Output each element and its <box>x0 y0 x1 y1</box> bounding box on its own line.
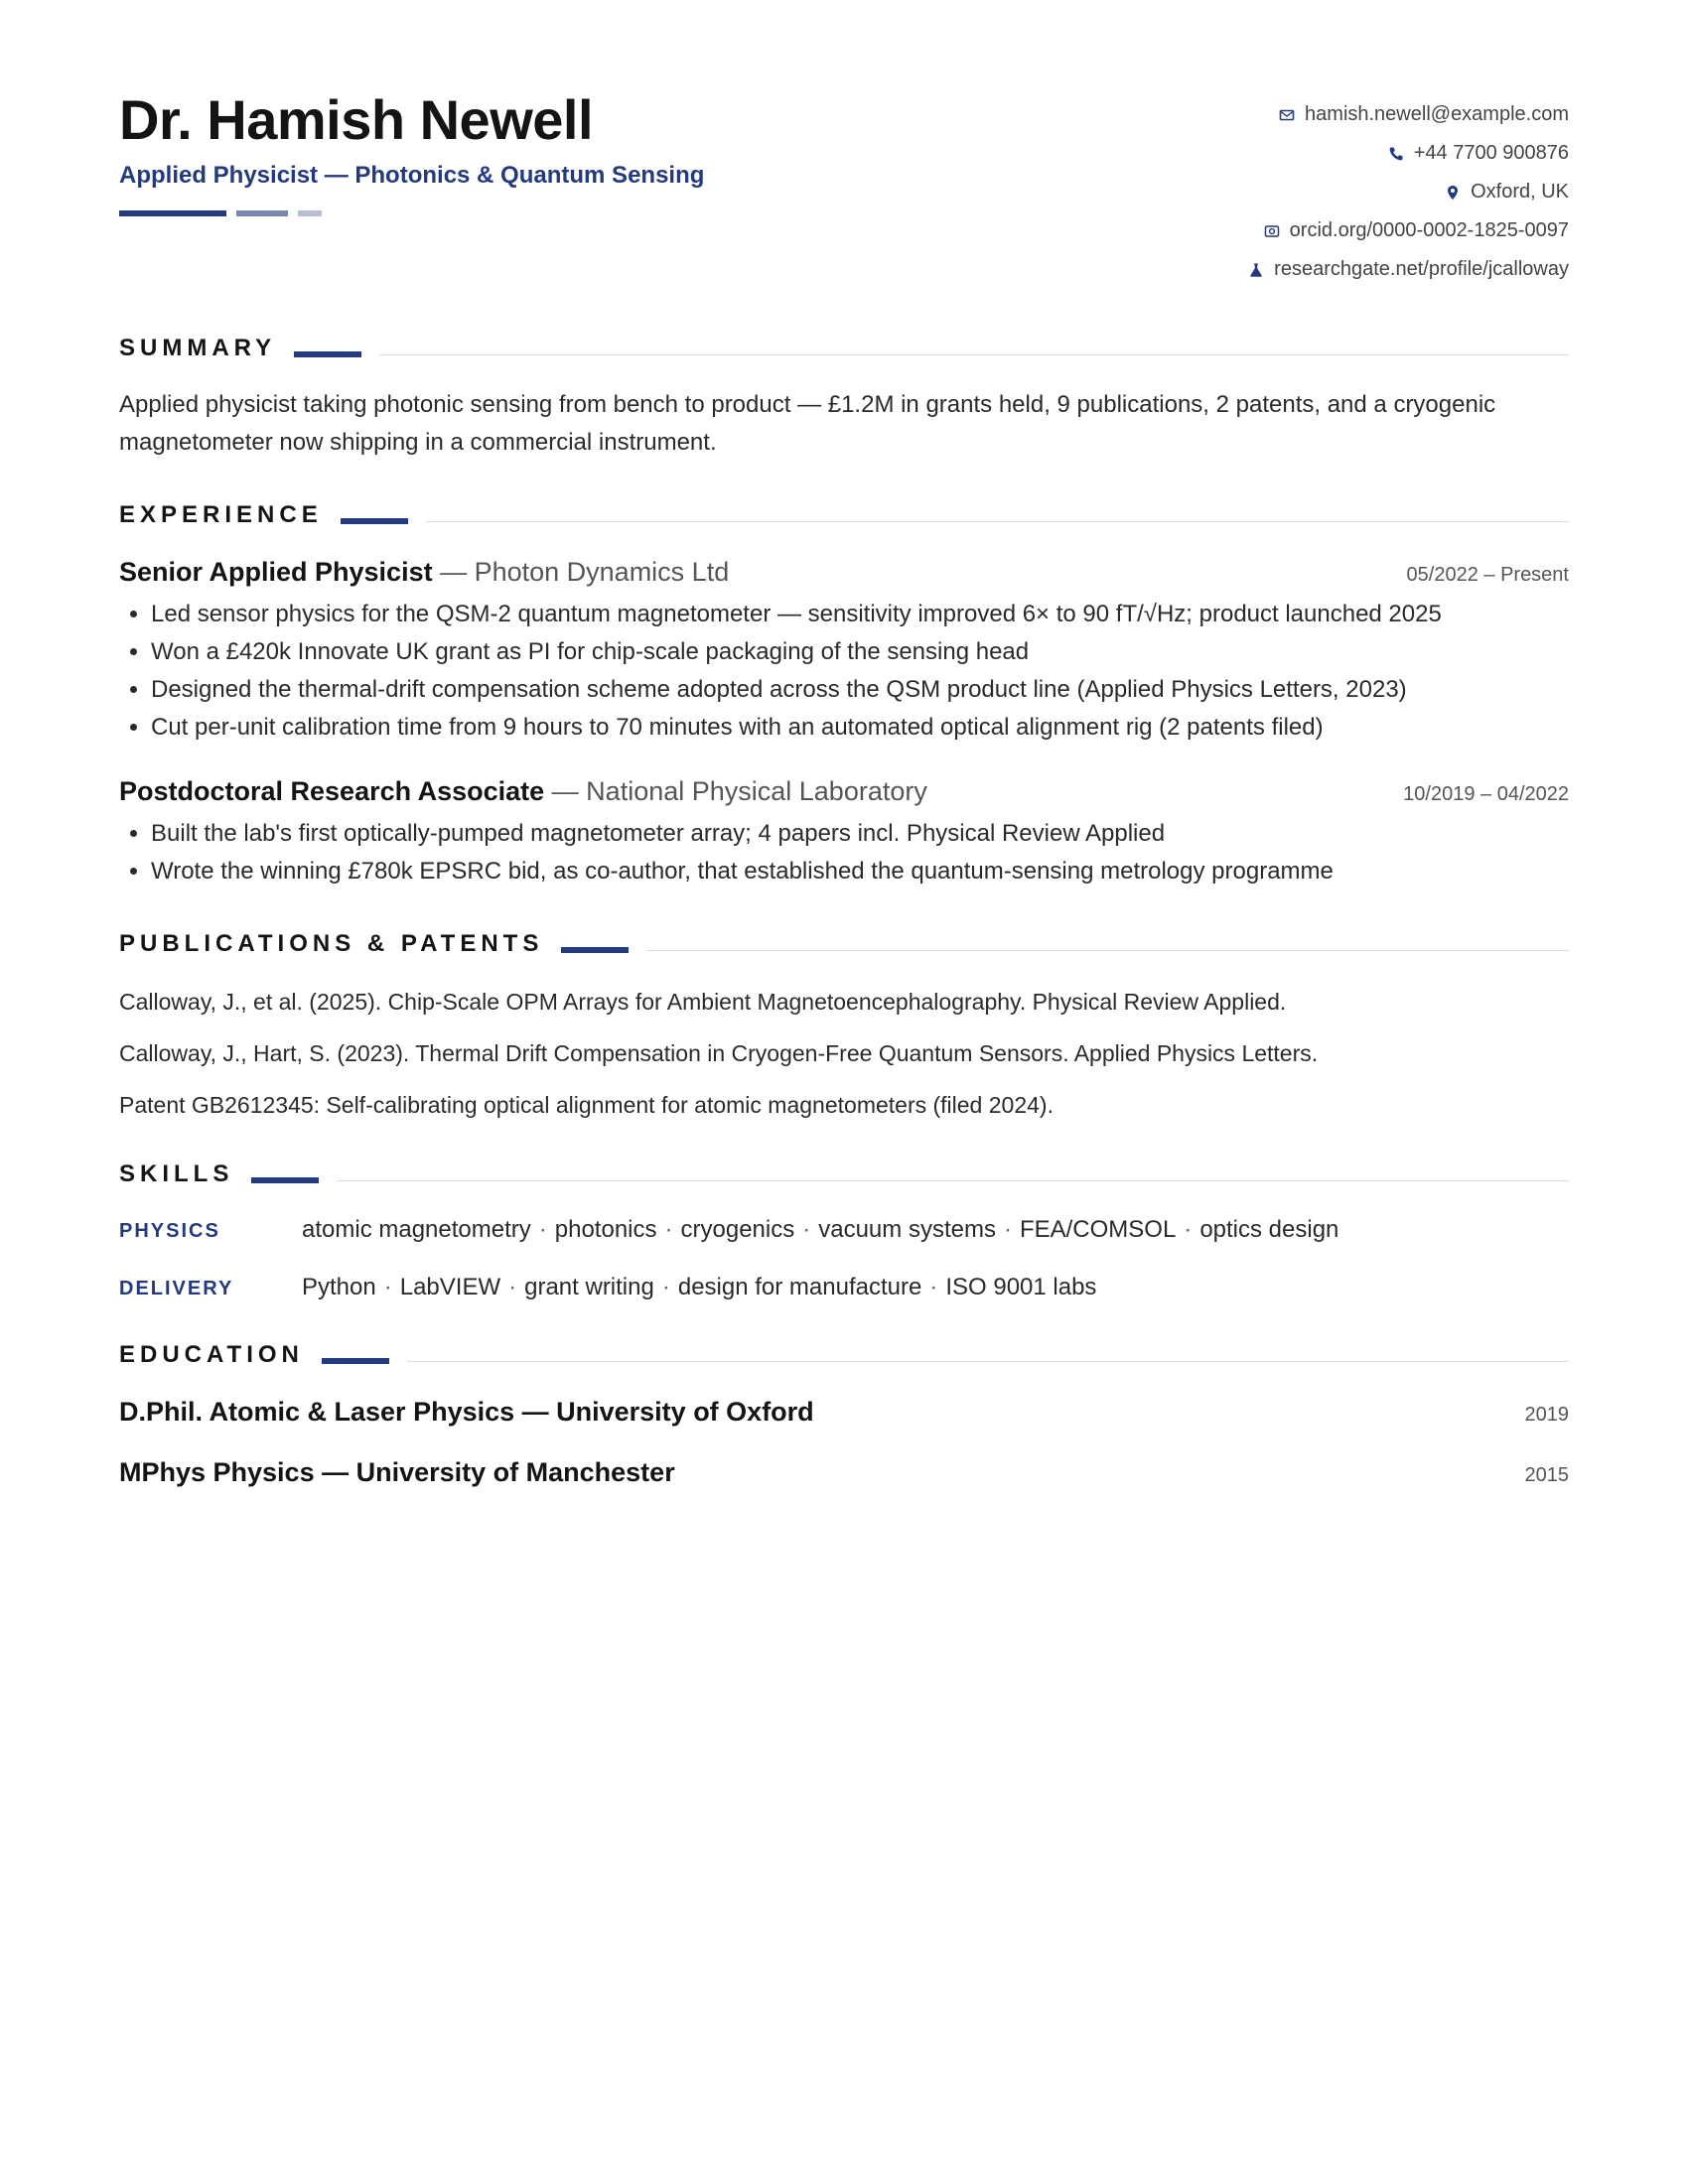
skill-item: LabVIEW <box>399 1274 501 1300</box>
contact-email-text: hamish.newell@example.com <box>1305 103 1569 125</box>
separator-dot: · <box>508 1274 517 1300</box>
education-year: 2019 <box>1524 1404 1569 1426</box>
job-dates: 10/2019 – 04/2022 <box>1403 783 1569 805</box>
section-accent-bar <box>341 518 408 524</box>
section-accent-bar <box>561 947 629 953</box>
accent-bar-secondary <box>236 210 288 216</box>
list-item: • Led sensor physics for the QSM-2 quantum magnetometer — sensitivity improved 6× to 90 fT/√Hz; product launched 2025 <box>151 596 1569 633</box>
section-header-education <box>119 1341 1569 1369</box>
contact-location <box>1248 173 1569 211</box>
job-entry <box>119 557 1569 747</box>
skill-item: photonics <box>554 1216 657 1243</box>
education-entry <box>119 1457 1569 1488</box>
patent-item: Patent GB2612345: Self-calibrating optical alignment for atomic magnetometers (filed 2024). <box>119 1092 1054 1118</box>
section-header-experience <box>119 501 1569 529</box>
list-item: • Designed the thermal-drift compensation scheme adopted across the QSM product line (Applied Physics Letters, 2023) <box>151 671 1569 709</box>
skill-group-delivery <box>119 1274 1569 1301</box>
job-bullets <box>119 815 1569 890</box>
job-organization: — National Physical Laboratory <box>544 776 927 806</box>
separator-dot: · <box>802 1216 811 1243</box>
skill-item: atomic magnetometry <box>302 1216 531 1243</box>
education-year: 2015 <box>1524 1464 1569 1486</box>
section-divider <box>407 1361 1569 1362</box>
id-card-icon <box>1264 223 1280 239</box>
job-bullets <box>119 596 1569 747</box>
section-header-skills <box>119 1160 1569 1188</box>
contact-orcid-text: orcid.org/0000-0002-1825-0097 <box>1289 219 1569 241</box>
skill-item: vacuum systems <box>818 1216 996 1243</box>
resume-header <box>119 87 1569 289</box>
list-item: • Built the lab's first optically-pumped magnetometer array; 4 papers incl. Physical Review Applied <box>151 815 1569 853</box>
candidate-title: Applied Physicist — Photonics & Quantum Sensing <box>119 162 705 189</box>
contact-phone-text: +44 7700 900876 <box>1413 142 1569 164</box>
section-accent-bar <box>294 351 361 357</box>
accent-bar-tertiary <box>298 210 322 216</box>
contact-researchgate-text: researchgate.net/profile/jcalloway <box>1274 258 1569 280</box>
phone-icon <box>1388 146 1404 162</box>
contact-list <box>1248 87 1569 289</box>
section-title: EXPERIENCE <box>119 501 323 528</box>
separator-dot: · <box>383 1274 392 1300</box>
contact-orcid[interactable] <box>1248 211 1569 250</box>
job-header <box>119 557 1569 588</box>
job-title: Postdoctoral Research Associate <box>119 776 545 806</box>
accent-bar-primary <box>119 210 226 216</box>
skill-items <box>302 1274 1096 1301</box>
skill-group-label: PHYSICS <box>119 1220 220 1242</box>
skill-item: FEA/COMSOL <box>1019 1216 1177 1243</box>
section-divider <box>337 1180 1569 1181</box>
job-title: Senior Applied Physicist <box>119 557 433 587</box>
skill-item: Python <box>302 1274 376 1300</box>
separator-dot: · <box>929 1274 938 1300</box>
separator-dot: · <box>664 1216 673 1243</box>
skill-item: design for manufacture <box>677 1274 922 1300</box>
skill-group-physics <box>119 1216 1569 1244</box>
skill-item: optics design <box>1199 1216 1339 1243</box>
candidate-name: Dr. Hamish Newell <box>119 88 594 151</box>
contact-phone[interactable] <box>1248 134 1569 173</box>
skill-group-label: DELIVERY <box>119 1278 234 1299</box>
location-pin-icon <box>1445 185 1461 201</box>
email-icon <box>1279 107 1295 123</box>
education-degree: MPhys Physics — University of Manchester <box>119 1457 675 1487</box>
education-entry <box>119 1397 1569 1428</box>
contact-researchgate[interactable] <box>1248 250 1569 289</box>
summary-text: Applied physicist taking photonic sensing from bench to product — £1.2M in grants held, 9 publications, 2 patents, and a cryogenic magnetometer now shipping in a commercial instrument. <box>119 391 1496 456</box>
separator-dot: · <box>538 1216 547 1243</box>
section-divider <box>426 521 1569 522</box>
name-block <box>119 87 704 216</box>
job-entry <box>119 776 1569 890</box>
section-header-publications <box>119 930 1569 958</box>
publications-list <box>119 986 1569 1121</box>
section-title: SKILLS <box>119 1160 234 1187</box>
section-divider <box>379 354 1569 355</box>
contact-email[interactable] <box>1248 95 1569 134</box>
accent-bars <box>119 210 704 216</box>
separator-dot: · <box>1003 1216 1012 1243</box>
experience-list <box>119 557 1569 890</box>
list-item: • Wrote the winning £780k EPSRC bid, as co-author, that established the quantum-sensing metrology programme <box>151 853 1569 890</box>
skill-item: ISO 9001 labs <box>945 1274 1097 1300</box>
skill-item: grant writing <box>524 1274 654 1300</box>
education-degree: D.Phil. Atomic & Laser Physics — University of Oxford <box>119 1397 814 1427</box>
section-title: EDUCATION <box>119 1341 304 1368</box>
skill-item: cryogenics <box>680 1216 795 1243</box>
contact-location-text: Oxford, UK <box>1471 181 1569 203</box>
job-dates: 05/2022 – Present <box>1406 564 1569 586</box>
list-item: • Won a £420k Innovate UK grant as PI for chip-scale packaging of the sensing head <box>151 633 1569 671</box>
job-organization: — Photon Dynamics Ltd <box>432 557 730 587</box>
publication-item: Calloway, J., Hart, S. (2023). Thermal Drift Compensation in Cryogen-Free Quantum Sensors. Applied Physics Letters. <box>119 1040 1319 1066</box>
separator-dot: · <box>1184 1216 1193 1243</box>
section-accent-bar <box>322 1358 389 1364</box>
section-accent-bar <box>251 1177 319 1183</box>
section-title: SUMMARY <box>119 335 277 361</box>
separator-dot: · <box>661 1274 670 1300</box>
flask-icon <box>1248 262 1264 278</box>
section-divider <box>646 950 1569 951</box>
list-item: • Cut per-unit calibration time from 9 hours to 70 minutes with an automated optical alignment rig (2 patents filed) <box>151 709 1569 747</box>
education-list <box>119 1397 1569 1488</box>
job-header <box>119 776 1569 807</box>
skills-list <box>119 1216 1569 1301</box>
publication-item: Calloway, J., et al. (2025). Chip-Scale OPM Arrays for Ambient Magnetoencephalography. Physical Review Applied. <box>119 989 1287 1015</box>
skill-items <box>302 1216 1338 1244</box>
section-title: PUBLICATIONS & PATENTS <box>119 930 544 957</box>
section-header-summary <box>119 335 1569 362</box>
